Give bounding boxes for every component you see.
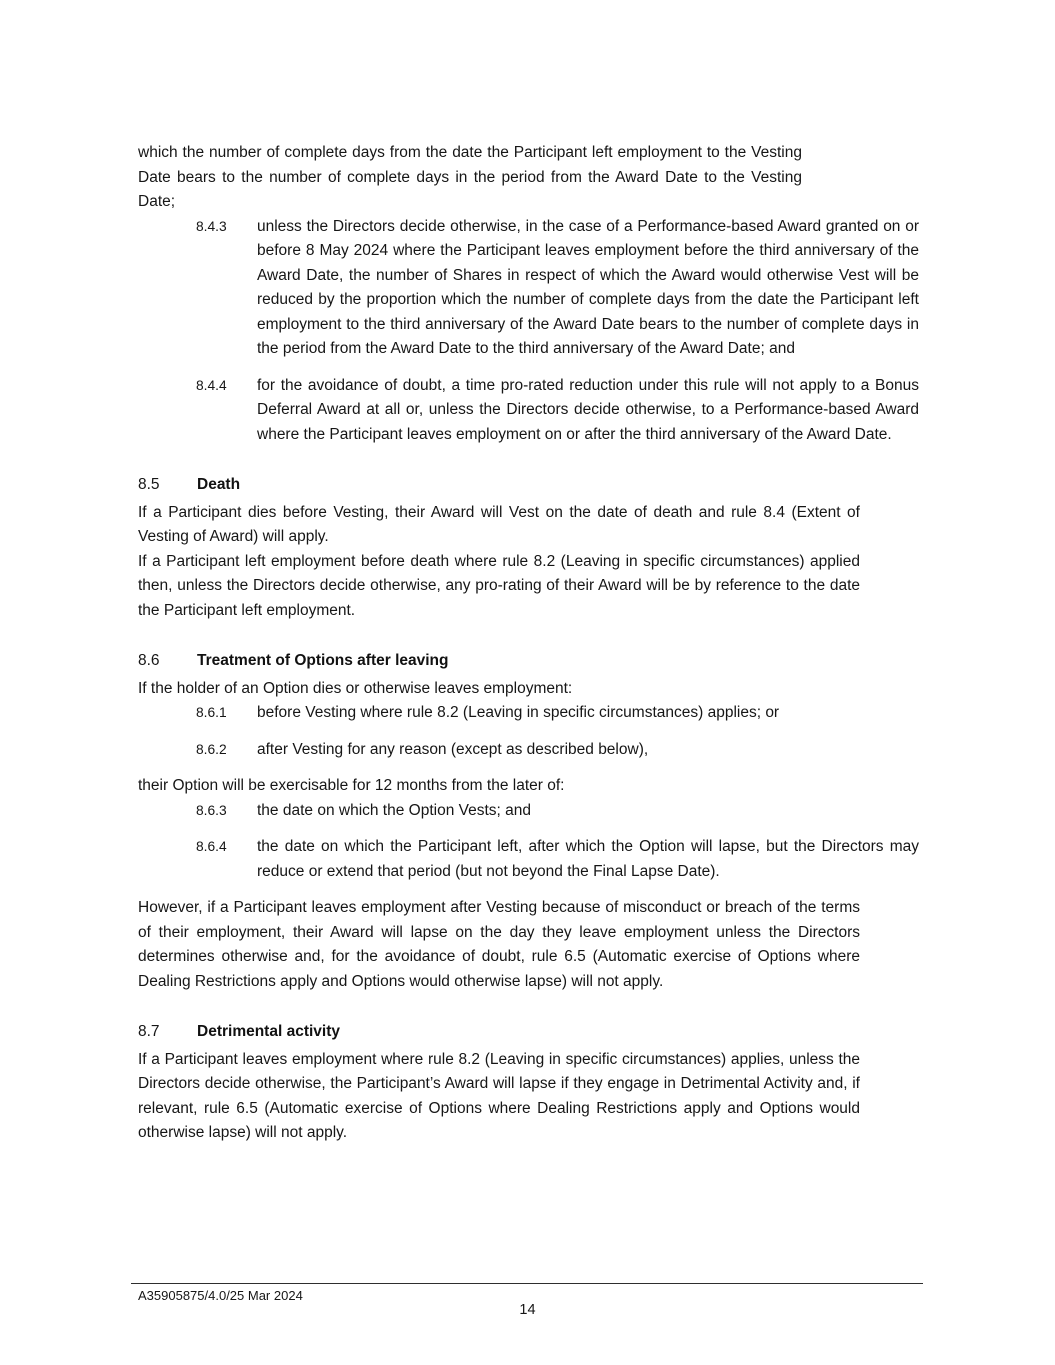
clause-8-4-4 xyxy=(196,374,922,448)
section-title: Treatment of Options after leaving xyxy=(197,652,449,669)
clause-text: after Vesting for any reason (except as described below), xyxy=(257,740,649,758)
clause-number: 8.6.1 xyxy=(196,705,227,720)
clause-text: the date on which the Participant left, after which the Option will lapse, but the Directors may reduce or extend that period (but not beyond the Final Lapse Date). xyxy=(257,838,919,880)
clause-continuation-text: which the number of complete days from the date the Participant left employment to the Vesting Date bears to the number of complete days in the period from the Award Date to the Vesting Date; xyxy=(138,144,802,210)
document-reference: A35905875/4.0/25 Mar 2024 xyxy=(138,1288,303,1303)
section-title: Detrimental activity xyxy=(197,1023,340,1040)
section-heading-8-6 xyxy=(138,649,922,674)
body-paragraph: However, if a Participant leaves employment after Vesting because of misconduct or breach of the terms of their employment, their Award will lapse on the day they leave employment unless the Directors determines otherwise and, for the avoidance of doubt, rule 6.5 (Automatic exercise of Options where Dealing Restrictions apply and Options would otherwise lapse) will not apply. xyxy=(138,899,860,990)
section-number: 8.7 xyxy=(138,1023,160,1040)
clause-number: 8.6.4 xyxy=(196,839,227,854)
body-paragraph: If a Participant dies before Vesting, their Award will Vest on the date of death and rule 8.4 (Extent of Vesting of Award) will apply. xyxy=(138,503,860,545)
body-paragraph: their Option will be exercisable for 12 months from the later of: xyxy=(138,777,565,794)
body-paragraph: If the holder of an Option dies or otherwise leaves employment: xyxy=(138,679,573,697)
section-number: 8.6 xyxy=(138,652,160,669)
clause-number: 8.4.4 xyxy=(196,377,227,393)
clause-8-4-3 xyxy=(196,215,922,362)
body-paragraph: If a Participant left employment before death where rule 8.2 (Leaving in specific circumstances) applied then, unless the Directors decide otherwise, any pro-rating of their Award will be by reference to the date the Participant left employment. xyxy=(138,552,860,619)
clause-8-6-2 xyxy=(196,738,922,763)
clause-8-6-3 xyxy=(196,799,922,824)
page-number: 14 xyxy=(519,1302,536,1318)
clause-text: the date on which the Option Vests; and xyxy=(257,801,532,819)
document-body xyxy=(138,141,922,1146)
clause-8-6-1 xyxy=(196,701,922,726)
clause-text: unless the Directors decide otherwise, in the case of a Performance-based Award granted on or before 8 May 2024 where the Participant leaves employment before the third anniversary of the Award Date, the number of Shares in respect of which the Award would otherwise Vest will be reduced by the proportion which the number of complete days from the date the Participant left employment to the third anniversary of the Award Date bears to the number of complete days in the period from the Award Date to the third anniversary of the Award Date; and xyxy=(257,217,919,357)
section-title: Death xyxy=(197,476,241,493)
clause-number: 8.6.3 xyxy=(196,802,227,818)
section-heading-8-5 xyxy=(138,473,922,498)
body-paragraph: If a Participant leaves employment where rule 8.2 (Leaving in specific circumstances) applies, unless the Directors decide otherwise, the Participant’s Award will lapse if they engage in Detrimental Activity and, if relevant, rule 6.5 (Automatic exercise of Options where Dealing Restrictions apply and Options would otherwise lapse) will not apply. xyxy=(138,1050,860,1141)
clause-8-6-4 xyxy=(196,835,922,884)
footer-divider xyxy=(131,1283,923,1284)
section-number: 8.5 xyxy=(138,476,160,493)
section-heading-8-7 xyxy=(138,1020,922,1045)
clause-text: for the avoidance of doubt, a time pro-rated reduction under this rule will not apply to a Bonus Deferral Award at all or, unless the Directors decide otherwise, to a Performance-based Award where the Participant leaves employment on or after the third anniversary of the Award Date. xyxy=(257,376,919,443)
clause-text: before Vesting where rule 8.2 (Leaving in specific circumstances) applies; or xyxy=(257,704,780,721)
clause-number: 8.6.2 xyxy=(196,741,227,757)
clause-number: 8.4.3 xyxy=(196,218,227,234)
